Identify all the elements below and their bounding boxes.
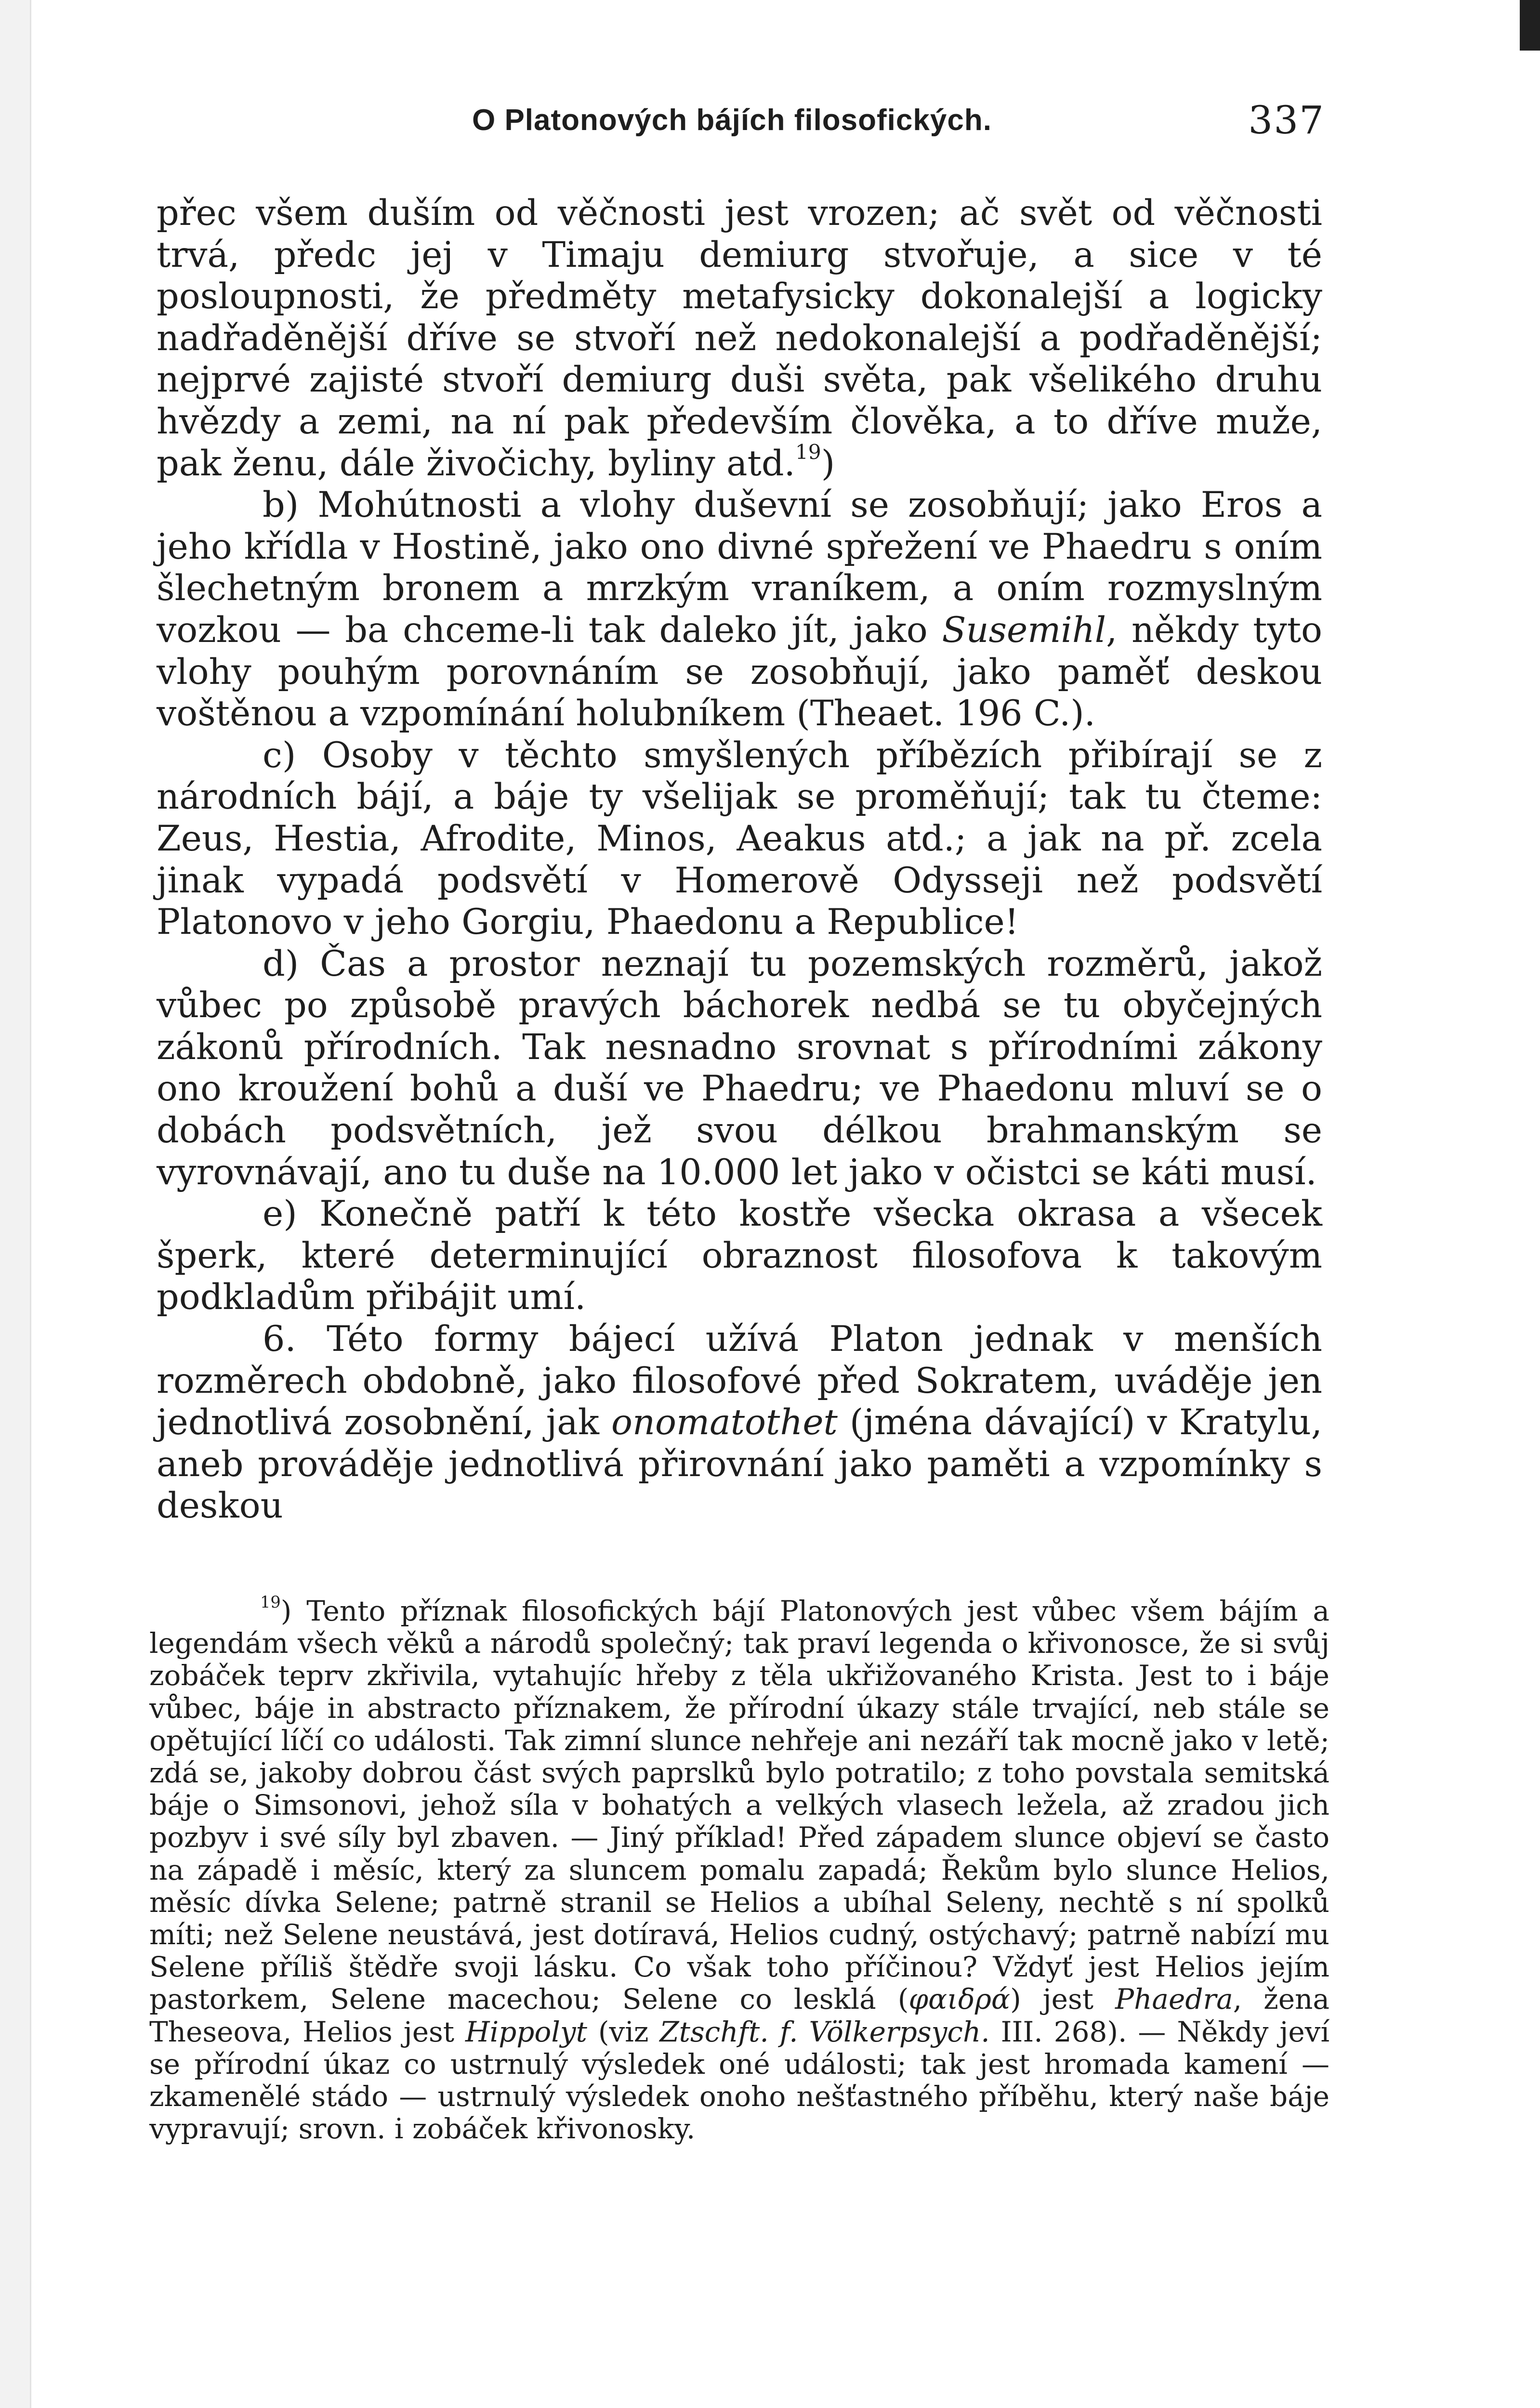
footnote-text-part: (viz bbox=[587, 2015, 660, 2048]
running-head bbox=[154, 96, 1325, 149]
paragraph-d: d) Čas a prostor neznají tu pozemských rozměrů, jakož vůbec po způsobě pravých báchorek nedbá se tu obyčejných zákonů přírodních. Tak nesnadno srovnat s přírodními zákony ono kroužení bohů a duší ve Phaedru; ve Phaedonu mluví se o dobách podsvětních, jež svou délkou brahmanským se vyrovnávají, ano tu duše na 10.000 let jako v očistci se káti musí. bbox=[157, 943, 1322, 1193]
paragraph-b-text-end: , někdy tyto vlohy pouhým porovnáním se zosobňují, jako paměť deskou voštěnou a vzpomínání holubníkem (Theaet. 196 C.). bbox=[157, 609, 1322, 734]
italic-name-phaedra: Phaedra bbox=[1115, 1983, 1233, 2016]
italic-journal-title: Ztschft. f. Völkerpsych. bbox=[659, 2015, 990, 2048]
paragraph-text: přec všem duším od věčnosti jest vrozen; ač svět od věčnosti trvá, předc jej v Timaju demiurg stvořuje, a sice v té posloupnosti, že předměty metafysicky dokonalejší a logicky nadřaděnější dříve se stvoří než nedokonalejší a podřaděnější; nejprvé zajisté stvoří demiurg duši světa, pak všelikého druhu hvězdy a zemi, na ní pak především člověka, a to dříve muže, pak ženu, dále živočichy, byliny atd. bbox=[157, 193, 1322, 484]
page-number: 337 bbox=[1248, 98, 1325, 143]
footnote-19 bbox=[149, 1595, 1329, 2145]
paragraph-continuation bbox=[157, 193, 1322, 484]
italic-name-susemihl: Susemihl bbox=[942, 609, 1106, 651]
footnote-reference: 19 bbox=[795, 440, 821, 464]
footnote-text-part: , žena Theseova, Helios jest bbox=[149, 1983, 1329, 2048]
paragraph-b-text-start: b) Mohútnosti a vlohy duševní se zosobňují; jako Eros a jeho křídla v Hostině, jako ono divné spřežení ve Phaedru s oním šlechetným bronem a mrzkým vraníkem, a oním rozmyslným vozkou — ba chceme-li tak daleko jít, jako bbox=[157, 484, 1322, 651]
footnote-reference-paren: ) bbox=[821, 443, 835, 484]
main-text bbox=[157, 193, 1322, 1527]
italic-name-hippolyt: Hippolyt bbox=[465, 2015, 587, 2048]
paragraph-e: e) Konečně patří k této kostře všecka okrasa a všecek šperk, které determinující obraznost filosofova k takovým podkladům přibájit umí. bbox=[157, 1193, 1322, 1318]
scan-page-edge bbox=[0, 0, 31, 2408]
paragraph-6-text-start: 6. Této formy bájecí užívá Platon jednak v menších rozměrech obdobně, jako filosofové před Sokratem, uváděje jen jednotlivá zosobnění, jak bbox=[157, 1319, 1322, 1443]
paragraph-c: c) Osoby v těchto smyšlených příbězích přibírají se z národních bájí, a báje ty všelijak se proměňují; tak tu čteme: Zeus, Hestia, Afrodite, Minos, Aeakus atd.; a jak na př. zcela jinak vypadá podsvětí v Homerově Odysseji než podsvětí Platonovo v jeho Gorgiu, Phaedonu a Republice! bbox=[157, 734, 1322, 943]
scan-corner-mark bbox=[1520, 0, 1540, 51]
footnotes bbox=[149, 1595, 1329, 2145]
running-title: O Platonových bájích filosofických. bbox=[472, 104, 992, 137]
footnote-text-part: ) jest bbox=[1010, 1983, 1116, 2016]
greek-word: φαιδρά bbox=[908, 1983, 1011, 2016]
footnote-text-start: ) Tento příznak filosofických bájí Platonových jest vůbec všem bájím a legendám všech věků a národů společný; tak praví legenda o křivonosce, že si svůj zobáček teprv zkřivila, vytahujíc hřeby z těla ukřižovaného Krista. Jest to i báje vůbec, báje in abstracto příznakem, že přírodní úkazy stále trvající, neb stále se opětující líčí co události. Tak zimní slunce nehřeje ani nezáří tak mocně jako v letě; zdá se, jakoby dobrou část svých paprslků bylo potratilo; z toho povstala semitská báje o Simsonovi, jehož síla v bohatých a velkých vlasech ležela, až zradou jich pozbyv i své síly byl zbaven. — Jiný příklad! Před západem slunce objeví se často na západě i měsíc, který za sluncem pomalu zapadá; Řekům bylo slunce Helios, měsíc dívka Selene; patrně stranil se Helios a ubíhal Seleny, nechtě s ní spolků míti; než Selene neustává, jest dotíravá, Helios cudný, ostýchavý; patrně nabízí mu Selene příliš štědře svoji lásku. Co však toho příčinou? Vždyť jest Helios jejím pastorkem, Selene macechou; Selene co lesklá ( bbox=[149, 1595, 1329, 2016]
footnote-text-end: III. 268). — Někdy jeví se přírodní úkaz co ustrnulý výsledek oné události; tak jest hromada kamení — zkamenělé stádo — ustrnulý výsledek onoho nešťastného příběhu, který naše báje vypravují; srovn. i zobáček křivonosky. bbox=[149, 2015, 1329, 2146]
italic-term-onomatothet: onomatothet bbox=[611, 1402, 838, 1443]
paragraph-6 bbox=[157, 1319, 1322, 1527]
paragraph-b bbox=[157, 484, 1322, 735]
paragraph-6-text-end: (jména dávající) v Kratylu, aneb prováděje jednotlivá přirovnání jako paměti a vzpomínky s deskou bbox=[157, 1402, 1322, 1527]
footnote-marker: 19 bbox=[260, 1593, 281, 1612]
